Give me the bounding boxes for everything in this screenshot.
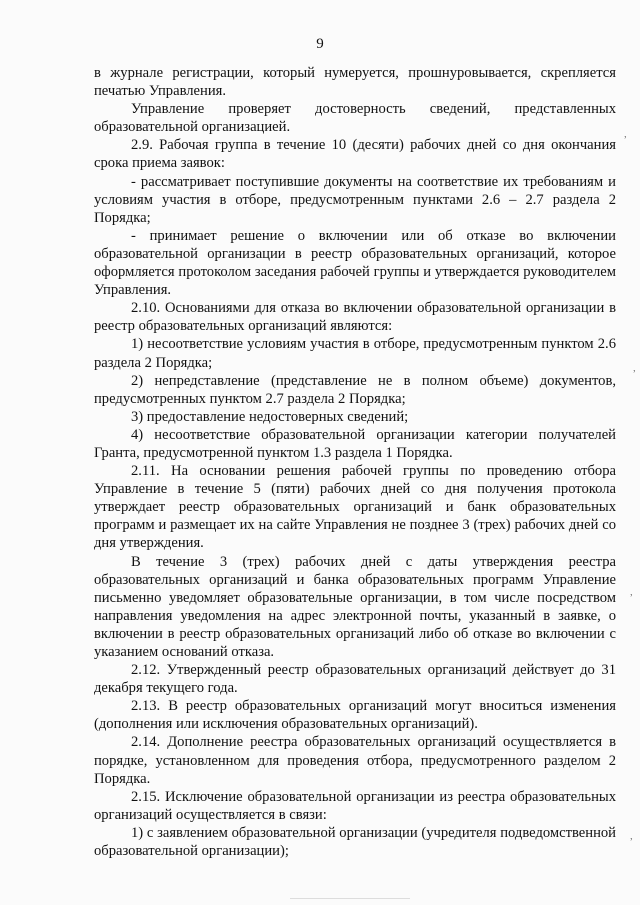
page-number: 9 <box>316 36 324 52</box>
list-item: - принимает решение о включении или об отказе во включении образовательной организации в реестр образовательных организаций, которое оформляется протоколом заседания рабочей группы и утверждается руководителем Управления. <box>94 227 616 299</box>
paragraph: 2.11. На основании решения рабочей группы по проведению отбора Управление в течение 5 (пяти) рабочих дней со дня получения протокола утверждает реестр образовательных организаций и банк образовательных программ и размещает их на сайте Управления не позднее 3 (трех) рабочих дней со дня утверждения. <box>94 463 616 552</box>
scan-mark: , <box>633 362 636 374</box>
scan-mark: , <box>624 128 627 140</box>
document-body <box>94 64 616 860</box>
list-item: 4) несоответствие образовательной организации категории получателей Гранта, предусмотренной пунктом 1.3 раздела 1 Порядка. <box>94 426 616 461</box>
paragraph: Управление проверяет достоверность сведений, представленных образовательной организацией. <box>94 101 616 136</box>
paragraph: В течение 3 (трех) рабочих дней с даты утверждения реестра образовательных организаций и банка образовательных программ Управление письменно уведомляет образовательные организации, в том числе посредством направления уведомления на адрес электронной почты, указанный в заявке, о включении в реестр образовательных организаций либо об отказе во включении с указанием оснований отказа. <box>94 553 616 660</box>
bottom-edge-line <box>290 898 410 899</box>
paragraph: 2.10. Основаниями для отказа во включении образовательной организации в реестр образовательных организаций являются: <box>94 300 616 335</box>
list-item: 2) непредставление (представление не в полном объеме) документов, предусмотренных пунктом 2.7 раздела 2 Порядка; <box>94 372 616 407</box>
scan-mark: , <box>630 586 633 598</box>
list-item: 1) несоответствие условиям участия в отборе, предусмотренным пунктом 2.6 раздела 2 Порядка; <box>94 336 616 371</box>
paragraph: 2.14. Дополнение реестра образовательных организаций осуществляется в порядке, установленном для проведения отбора, предусмотренного разделом 2 Порядка. <box>94 734 616 787</box>
paragraph: 2.15. Исключение образовательной организации из реестра образовательных организаций осуществляется в связи: <box>94 788 616 823</box>
list-item: 1) с заявлением образовательной организации (учредителя подведомственной образовательной организации); <box>94 824 616 860</box>
paragraph: в журнале регистрации, который нумеруется, прошнуровывается, скрепляется печатью Управления. <box>94 65 616 100</box>
scan-mark: , <box>630 830 633 842</box>
paragraph: 2.9. Рабочая группа в течение 10 (десяти) рабочих дней со дня окончания срока приема заявок: <box>94 137 616 172</box>
list-item: - рассматривает поступившие документы на соответствие их требованиям и условиям участия в отборе, предусмотренным пунктами 2.6 – 2.7 раздела 2 Порядка; <box>94 173 616 226</box>
list-item: 3) предоставление недостоверных сведений; <box>131 408 409 425</box>
paragraph: 2.12. Утвержденный реестр образовательных организаций действует до 31 декабря текущего года. <box>94 662 616 697</box>
paragraph: 2.13. В реестр образовательных организаций могут вноситься изменения (дополнения или исключения образовательных организаций). <box>94 698 616 733</box>
